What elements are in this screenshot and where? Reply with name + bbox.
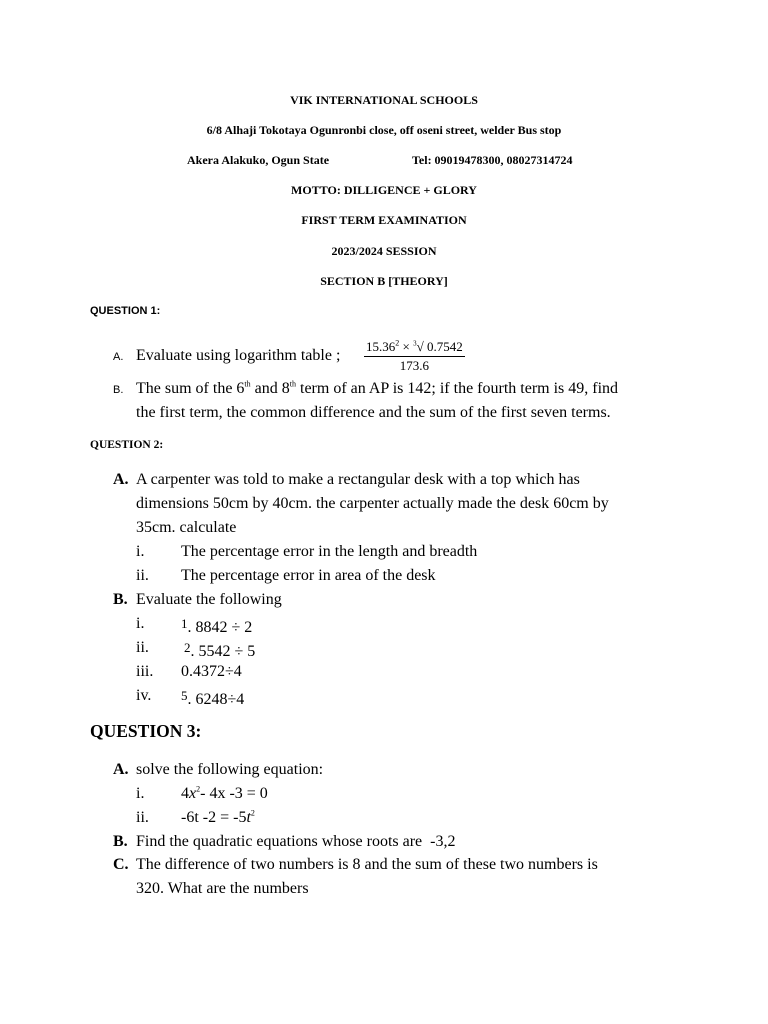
exam-section: SECTION B [THEORY] — [320, 274, 448, 288]
fraction-denominator: 173.6 — [399, 358, 429, 373]
q3-a-item-2-number: ii. — [136, 809, 149, 826]
q2-b-item-4-number: iv. — [136, 687, 152, 704]
q2-b-marker: B. — [113, 591, 128, 608]
q1-b-line-1: The sum of the 6th and 8th term of an AP is 142; if the fourth term is 49, find — [136, 379, 619, 397]
q2-a-line-2: dimensions 50cm by 40cm. the carpenter actually made the desk 60cm by — [136, 495, 609, 512]
q3-a-text: solve the following equation: — [136, 761, 324, 778]
q3-a-item-1-text: $4x^2-$ 4x -3 = 0 — [181, 784, 268, 802]
q3-b-text: Find the quadratic equations whose roots are -3,2 — [136, 833, 456, 850]
q3-b-marker: B. — [113, 833, 128, 850]
question-2-heading: QUESTION 2: — [90, 439, 164, 451]
q1-b-line-2: the first term, the common difference and the sum of the first seven terms. — [136, 404, 611, 421]
school-address: 6/8 Alhaji Tokotaya Ogunronbi close, off oseni street, welder Bus stop — [206, 123, 562, 137]
q2-a-item-2-text: The percentage error in area of the desk — [181, 567, 436, 584]
q2-b-item-3-text: 0.4372÷4 — [181, 663, 242, 680]
q2-a-line-1: A carpenter was told to make a rectangular desk with a top which has — [136, 471, 580, 488]
q2-a-item-1-number: i. — [136, 543, 145, 560]
cube-root-symbol: √ — [416, 339, 424, 354]
q3-c-line-2: 320. What are the numbers — [136, 880, 309, 897]
q3-c-line-1: The difference of two numbers is 8 and the sum of these two numbers is — [136, 856, 598, 873]
fraction-numerator: $15.36^2 \times ^3√$ 0.7542 — [364, 339, 465, 357]
q3-a-marker: A. — [113, 761, 129, 778]
q2-a-line-3: 35cm. calculate — [136, 519, 237, 536]
q2-a-item-1-text: The percentage error in the length and breadth — [181, 543, 478, 560]
school-telephone: Tel: 09019478300, 08027314724 — [412, 153, 573, 167]
q1-a-marker: A. — [113, 351, 124, 363]
q1-b-marker: B. — [113, 384, 124, 396]
q2-b-item-2-text: 2. 5542 ÷ 5 — [184, 640, 256, 660]
exam-session: 2023/2024 SESSION — [331, 244, 437, 258]
q1-a-text: Evaluate using logarithm table ; — [136, 347, 341, 364]
question-1-heading: QUESTION 1: — [90, 305, 161, 317]
q2-b-item-3-number: iii. — [136, 663, 154, 680]
exam-title: FIRST TERM EXAMINATION — [301, 213, 467, 227]
q2-b-item-1-text: 1. 8842 ÷ 2 — [181, 616, 253, 636]
q2-a-marker: A. — [113, 471, 129, 488]
question-3-heading: QUESTION 3: — [90, 721, 202, 741]
q2-b-item-4-text: 5. 6248÷4 — [181, 688, 245, 708]
q3-a-item-2-text: -6t $-2 = -5t^2$ — [181, 808, 255, 826]
school-location: Akera Alakuko, Ogun State — [187, 153, 330, 167]
q3-c-marker: C. — [113, 856, 129, 873]
q2-b-text: Evaluate the following — [136, 591, 282, 608]
school-name: VIK INTERNATIONAL SCHOOLS — [290, 93, 478, 107]
q3-a-item-1-number: i. — [136, 785, 145, 802]
q2-b-item-2-number: ii. — [136, 639, 149, 656]
school-motto: MOTTO: DILLIGENCE + GLORY — [291, 183, 477, 197]
q2-b-item-1-number: i. — [136, 615, 145, 632]
q2-a-item-2-number: ii. — [136, 567, 149, 584]
log-fraction — [364, 339, 465, 374]
